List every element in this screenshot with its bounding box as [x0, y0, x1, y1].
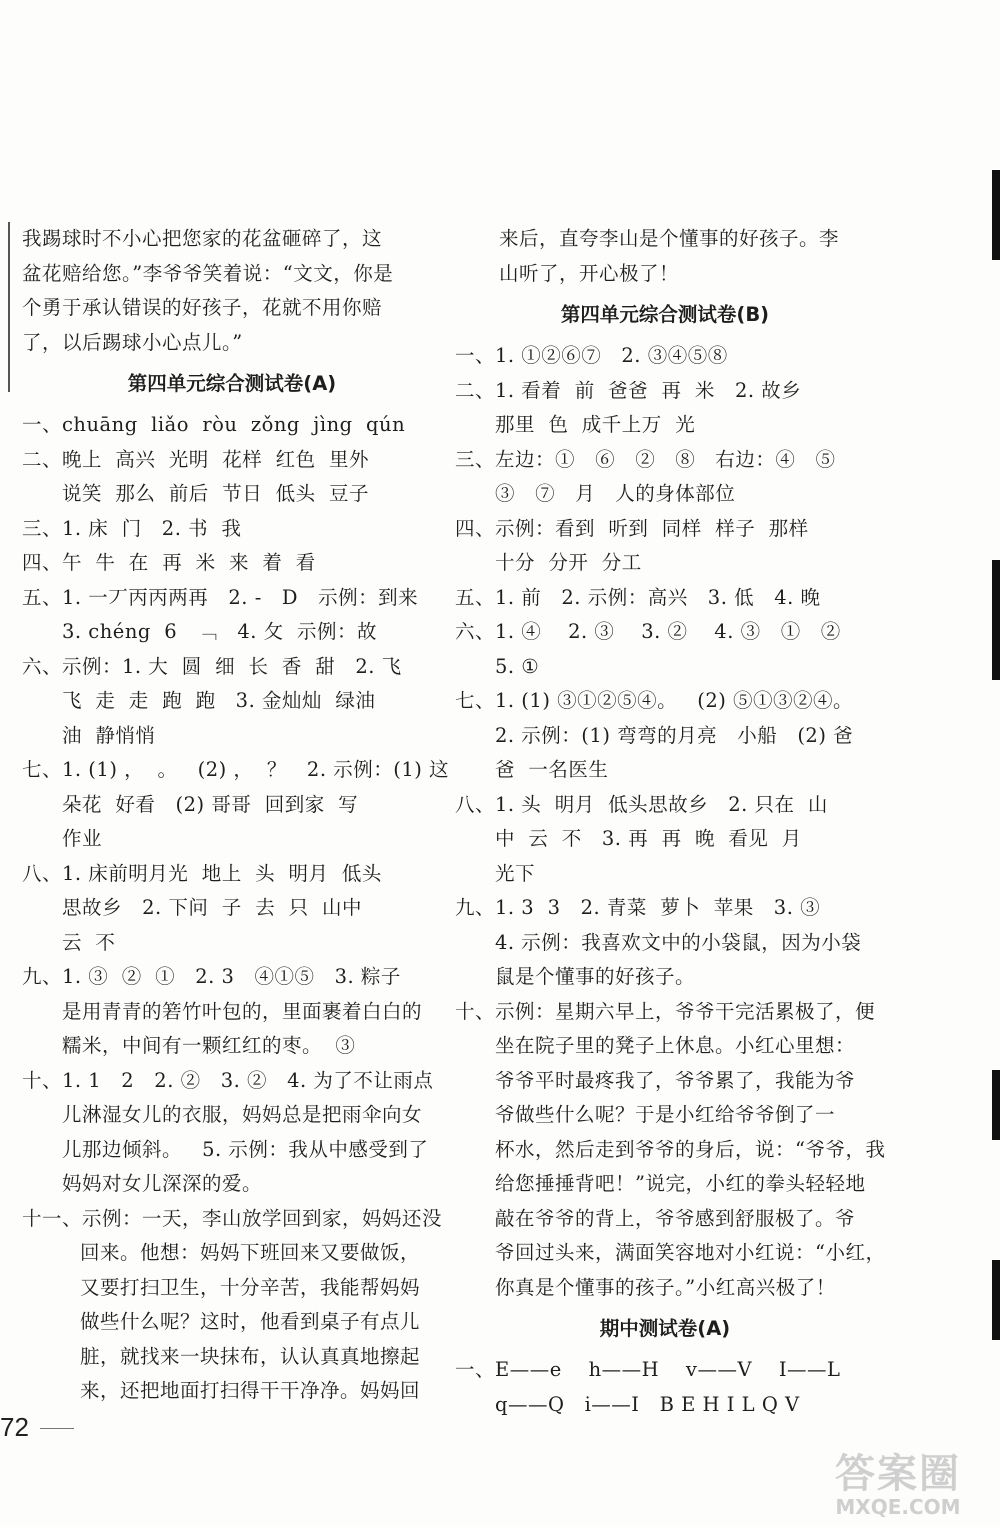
- answer-line: 五、1. 一丆丙丙两再 2. - D 示例：到来: [22, 585, 419, 609]
- answer-line: 山听了，开心极了！: [499, 261, 680, 285]
- answer-line: 3. chéng 6 ﹁ 4. 攵 示例：故: [62, 620, 378, 643]
- answer-line: 个勇于承认错误的好孩子，花就不用你赔: [22, 296, 383, 319]
- watermark: [800, 1452, 996, 1522]
- answer-line: 给您捶捶背吧！”说完，小红的拳头轻轻地: [495, 1172, 866, 1195]
- answer-line: 儿淋湿女儿的衣服，妈妈总是把雨伞向女: [62, 1103, 423, 1126]
- answer-line: 六、1. ④ 2. ③ 3. ② 4. ③ ① ②: [455, 620, 841, 643]
- answer-line: 杯水，然后走到爷爷的身后，说：“爷爷，我: [495, 1137, 886, 1161]
- answer-line: 爷爷平时最疼我了，爷爷累了，我能为爷: [495, 1068, 856, 1092]
- answer-line: 鼠是个懂事的好孩子。: [495, 965, 696, 988]
- answer-line: 一、1. ①②⑥⑦ 2. ③④⑤⑧: [455, 344, 728, 367]
- answer-line: 一、chuāng liǎo ròu zǒng jìng qún: [22, 413, 406, 436]
- answer-line: 作业: [62, 827, 103, 850]
- answer-line: 五、1. 前 2. 示例：高兴 3. 低 4. 晚: [455, 585, 821, 609]
- answer-line: 4. 示例：我喜欢文中的小袋鼠，因为小袋: [495, 930, 862, 954]
- answer-line: 思故乡 2. 下问 子 去 只 山中: [62, 896, 362, 919]
- answer-line: 飞 走 走 跑 跑 3. 金灿灿 绿油: [62, 689, 376, 712]
- right-column: [455, 222, 886, 1422]
- answer-line: 爷做些什么呢？于是小红给爷爷倒了一: [495, 1103, 836, 1126]
- left-column: [22, 222, 450, 1409]
- watermark-url: MXQE.COM: [835, 1495, 961, 1519]
- section-heading: 期中测试卷(A): [599, 1317, 731, 1340]
- answer-line: 妈妈对女儿深深的爱。: [62, 1172, 263, 1195]
- answer-line: 爷回过头来，满面笑容地对小红说：“小红，: [495, 1241, 886, 1264]
- section-heading: 第四单元综合测试卷(B): [560, 303, 770, 326]
- answer-line: 八、1. 头 明月 低头思故乡 2. 只在 山: [455, 792, 828, 816]
- answer-line: 三、左边：① ⑥ ② ⑧ 右边：④ ⑤: [455, 447, 836, 471]
- answer-line: 六、示例：1. 大 圆 细 长 香 甜 2. 飞: [22, 654, 402, 678]
- answer-line: 是用青青的箬竹叶包的，里面裹着白白的: [62, 999, 423, 1023]
- answer-line: 做些什么呢？这时，他看到桌子有点儿: [80, 1310, 421, 1333]
- answer-line: 爸 一名医生: [495, 758, 609, 781]
- answer-line: 九、1. 3 3 2. 青菜 萝卜 苹果 3. ③: [455, 896, 821, 919]
- answer-line: 你真是个懂事的孩子。”小红高兴极了！: [495, 1275, 836, 1299]
- answer-line: 光下: [495, 861, 536, 885]
- answer-line: 说笑 那么 前后 节日 低头 豆子: [62, 482, 369, 505]
- answer-line: 油 静悄悄: [62, 723, 156, 747]
- answer-line: 四、午 牛 在 再 米 来 着 看: [22, 551, 316, 574]
- scan-edge-bottom: [992, 1260, 1000, 1340]
- answer-line: 中 云 不 3. 再 再 晚 看见 月: [495, 827, 802, 850]
- answer-line: 八、1. 床前明月光 地上 头 明月 低头: [22, 861, 382, 885]
- answer-line: 十分 分开 分工: [495, 551, 642, 574]
- answer-line: 盆花赔给您。”李爷爷笑着说：“文文，你是: [22, 261, 394, 285]
- answer-line: 来，还把地面打扫得干干净净。妈妈回: [80, 1379, 421, 1402]
- answer-line: 5. ①: [495, 654, 540, 678]
- answer-line: 七、1. (1) ③①②⑤④。 (2) ⑤①③②④。: [455, 689, 854, 712]
- answer-line: 九、1. ③ ② ① 2. 3 ④①⑤ 3. 粽子: [22, 965, 401, 988]
- answer-line: 二、1. 看着 前 爸爸 再 米 2. 故乡: [455, 378, 802, 402]
- answer-line: 2. 示例：(1) 弯弯的月亮 小船 (2) 爸: [495, 723, 854, 747]
- answer-line: 坐在院子里的凳子上休息。小红心里想：: [495, 1034, 856, 1057]
- section-heading: 第四单元综合测试卷(A): [127, 372, 337, 395]
- answer-line: 一、E——e h——H v——V I——L: [455, 1358, 841, 1381]
- answer-line: 十一、示例：一天，李山放学回到家，妈妈还没: [22, 1206, 443, 1230]
- answer-line: 十、示例：星期六早上，爷爷干完活累极了，便: [455, 999, 876, 1023]
- answer-line: 来后，直夸李山是个懂事的好孩子。李: [499, 227, 840, 250]
- answer-line: 三、1. 床 门 2. 书 我: [22, 516, 242, 540]
- page-number-rule: [40, 1428, 74, 1429]
- answer-line: 敲在爷爷的背上，爷爷感到舒服极了。爷: [495, 1206, 856, 1230]
- answer-line: 朵花 好看 (2) 哥哥 回到家 写: [62, 792, 359, 816]
- answer-line: 十、1. 1 2 2. ② 3. ② 4. 为了不让雨点: [22, 1068, 434, 1092]
- answer-line: 又要打扫卫生，十分辛苦，我能帮妈妈: [80, 1275, 421, 1299]
- answer-line: 脏，就找来一块抹布，认认真真地擦起: [80, 1344, 421, 1368]
- answer-line: q——Q i——I B E H I L Q V: [495, 1392, 800, 1416]
- answer-line: 了，以后踢球小心点儿。”: [22, 330, 243, 354]
- scan-edge-middle: [992, 560, 1000, 680]
- answer-line: 儿那边倾斜。 5. 示例：我从中感受到了: [62, 1137, 429, 1161]
- watermark-logo: 答案圈: [835, 1451, 961, 1497]
- scan-edge-lower: [992, 1070, 1000, 1140]
- answer-line: 七、1. (1) ， 。 (2) ， ？ 2. 示例：(1) 这: [22, 758, 450, 781]
- answer-line: 四、示例：看到 听到 同样 样子 那样: [455, 516, 809, 540]
- answer-line: 二、晚上 高兴 光明 花样 红色 里外: [22, 447, 369, 471]
- binding-rule: [8, 222, 10, 392]
- answer-line: ③ ⑦ 月 人的身体部位: [495, 482, 736, 505]
- answer-line: 回来。他想：妈妈下班回来又要做饭，: [80, 1241, 421, 1264]
- answer-line: 那里 色 成千上万 光: [495, 413, 696, 436]
- scan-edge-top: [992, 170, 1000, 260]
- answer-line: 糯米，中间有一颗红红的枣。 ③: [62, 1034, 356, 1057]
- page-number: 72: [0, 1412, 29, 1442]
- answer-line: 云 不: [62, 930, 116, 954]
- answer-line: 我踢球时不小心把您家的花盆砸碎了，这: [22, 227, 383, 250]
